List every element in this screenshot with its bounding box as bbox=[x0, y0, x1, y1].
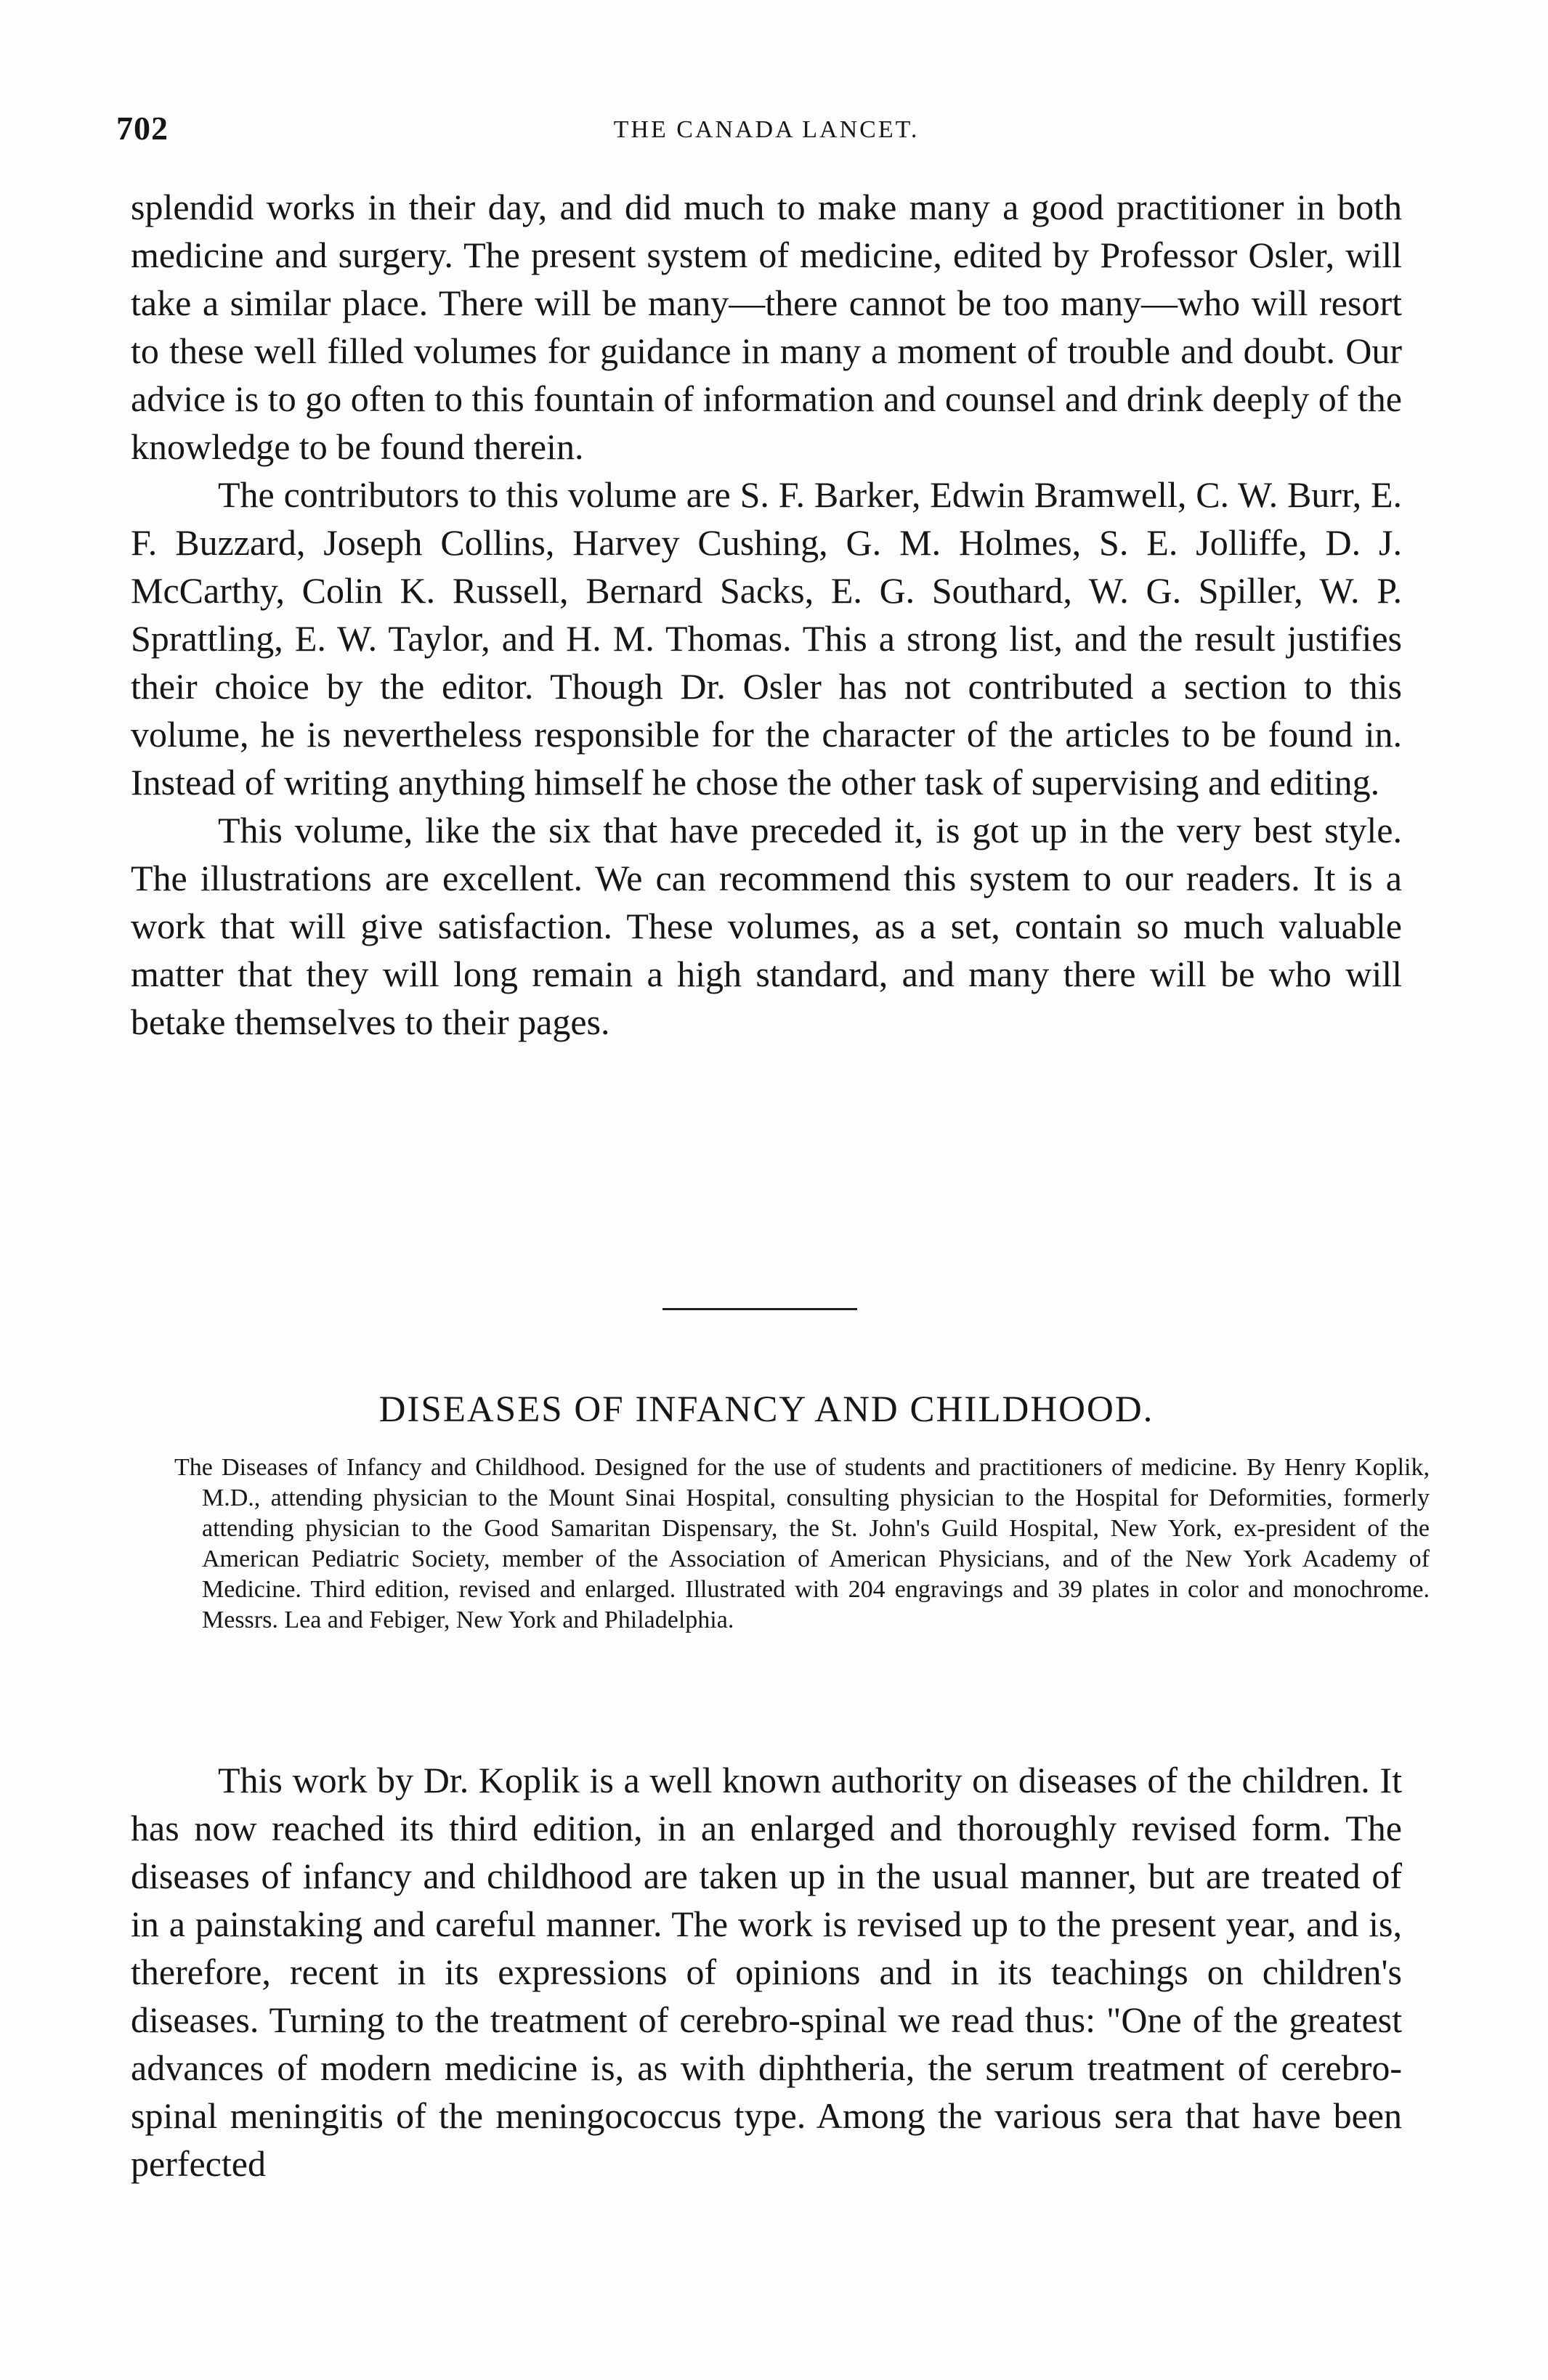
paragraph-continuation: splendid works in their day, and did much to make many a good practitioner in both medicine and surgery. The present system of medicine, edited by Professor Osler, will take a similar place. There will be many—there cannot be too many—who will resort to these well filled volumes for guidance in many a moment of trouble and doubt. Our advice is to go often to this fountain of information and counsel and drink deeply of the knowledge to be found therein. bbox=[131, 187, 1402, 467]
paragraph-contributors: The contributors to this volume are S. F. Barker, Edwin Bramwell, C. W. Burr, E. F. Buzzard, Joseph Collins, Harvey Cushing, G. M. Holmes, S. E. Jolliffe, D. J. McCarthy, Colin K. Russell, Bernard Sacks, E. G. Southard, W. G. Spiller, W. P. Sprattling, E. W. Taylor, and H. M. Thomas. This a strong list, and the result justifies their choice by the editor. Though Dr. Osler has not contributed a section to this volume, he is nevertheless responsible for the character of the articles to be found in. Instead of writing anything himself he chose the other task of supervising and editing. bbox=[131, 474, 1402, 803]
section-title: DISEASES OF INFANCY AND CHILDHOOD. bbox=[378, 1389, 1154, 1430]
page-header bbox=[116, 109, 1417, 153]
page-number: 702 bbox=[116, 110, 169, 147]
review-body-osler bbox=[131, 183, 1402, 1046]
paragraph-koplik-review: This work by Dr. Koplik is a well known authority on diseases of the children. It has now reached its third edition, in an enlarged and thoroughly revised form. The diseases of infancy and childhood are taken up in the usual manner, but are treated of in a painstaking and careful manner. The work is revised up to the present year, and is, therefore, recent in its expressions of opinions and in its teachings on children's diseases. Turning to the treatment of cerebro-spinal we read thus: "One of the greatest advances of modern medicine is, as with diphtheria, the serum treatment of cerebro-spinal meningitis of the meningococcus type. Among the various sera that have been perfected bbox=[131, 1760, 1402, 2184]
book-citation: The Diseases of Infancy and Childhood. Designed for the use of students and practitioners of medicine. By Henry Koplik, M.D., attending physician to the Mount Sinai Hospital, consulting physician to the Hospital for Deformities, formerly attending physician to the Good Samaritan Dispensary, the St. John's Guild Hospital, New York, ex-president of the American Pediatric Society, member of the Association of American Physicians, and of the New York Academy of Medicine. Third edition, revised and enlarged. Illustrated with 204 engravings and 39 plates in color and monochrome. Messrs. Lea and Febiger, New York and Philadelphia. bbox=[174, 1454, 1430, 1633]
paragraph-recommendation: This volume, like the six that have preceded it, is got up in the very best style. The illustrations are excellent. We can recommend this system to our readers. It is a work that will give satisfaction. These volumes, as a set, contain so much valuable matter that they will long remain a high standard, and many there will be who will betake themselves to their pages. bbox=[131, 810, 1402, 1042]
running-title: THE CANADA LANCET. bbox=[613, 116, 920, 143]
section-divider bbox=[662, 1308, 857, 1310]
review-body-koplik bbox=[131, 1756, 1402, 2188]
